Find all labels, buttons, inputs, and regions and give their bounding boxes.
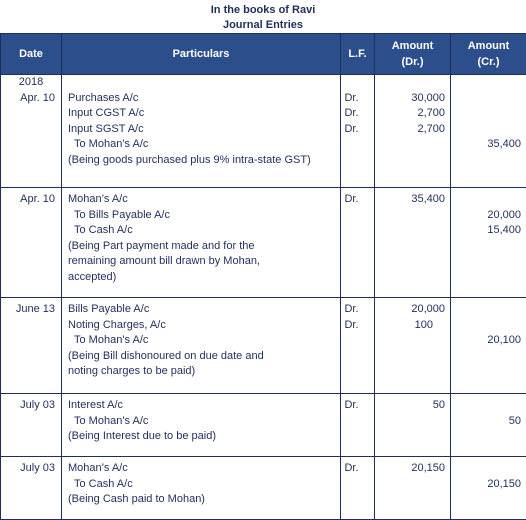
debit-account: Interest A/c [68, 398, 340, 414]
narration: (Being Part payment made and for the remaining amount bill drawn by Mohan, accepted) [68, 239, 340, 286]
lf-dr: Dr. [341, 122, 362, 138]
debit-amount: 20,000 [375, 302, 445, 318]
lf-dr: Dr. [341, 106, 362, 122]
col-amount-dr-l1: Amount [375, 38, 450, 54]
credit-account: To Mohan’s A/c [68, 137, 340, 153]
narration: (Being goods purchased plus 9% intra-state GST) [68, 153, 340, 169]
entry-date [1, 298, 62, 394]
entry-particulars [62, 457, 341, 520]
entry-amount-dr [375, 394, 451, 457]
heading-books-of: In the books of Ravi [0, 3, 526, 18]
credit-account: To Cash A/c [68, 477, 340, 493]
heading-journal-entries: Journal Entries [0, 18, 526, 33]
debit-account: Mohan’s A/c [68, 192, 340, 208]
entry-particulars [62, 394, 341, 457]
entry-amount-dr [375, 457, 451, 520]
entry-amount-cr [451, 188, 526, 298]
entry-date [1, 457, 62, 520]
col-date: Date [1, 34, 62, 75]
entry-date-text: June 13 [1, 302, 55, 318]
debit-account: Purchases A/c [68, 91, 340, 107]
entry-amount-dr [375, 188, 451, 298]
col-amount-cr-l2: (Cr.) [451, 54, 526, 70]
entry-date [1, 188, 62, 298]
entry-lf [341, 75, 375, 188]
entry-date-text: July 03 [1, 461, 55, 477]
entry-amount-cr [451, 457, 526, 520]
entry-year: 2018 [1, 75, 55, 91]
journal-table [0, 33, 526, 520]
col-amount-dr-l2: (Dr.) [375, 54, 450, 70]
table-row [1, 298, 526, 394]
debit-amount: 2,700 [375, 122, 445, 138]
table-row [1, 75, 526, 188]
lf-dr: Dr. [341, 398, 362, 414]
col-amount-cr [451, 34, 526, 75]
col-amount-cr-l1: Amount [451, 38, 526, 54]
entry-amount-dr [375, 75, 451, 188]
narration: (Being Interest due to be paid) [68, 429, 340, 445]
table-row [1, 457, 526, 520]
col-lf: L.F. [341, 34, 375, 75]
credit-account: To Mohan’s A/c [68, 414, 340, 430]
debit-amount: 50 [375, 398, 445, 414]
narration: (Being Cash paid to Mohan) [68, 492, 340, 508]
lf-dr: Dr. [341, 91, 362, 107]
col-particulars: Particulars [62, 34, 341, 75]
col-amount-dr [375, 34, 451, 75]
entry-amount-cr [451, 394, 526, 457]
credit-account: To Mohan’s A/c [68, 333, 340, 349]
entry-date [1, 394, 62, 457]
entry-particulars [62, 188, 341, 298]
debit-account: Input CGST A/c [68, 106, 340, 122]
credit-amount: 35,400 [451, 137, 521, 153]
entry-date-text: Apr. 10 [1, 91, 55, 107]
entry-amount-dr [375, 298, 451, 394]
entry-date [1, 75, 62, 188]
debit-amount: 30,000 [375, 91, 445, 107]
table-row [1, 188, 526, 298]
credit-amount: 50 [451, 414, 521, 430]
credit-account: To Cash A/c [68, 223, 340, 239]
entry-lf [341, 298, 375, 394]
debit-account: Bills Payable A/c [68, 302, 340, 318]
table-row [1, 394, 526, 457]
debit-amount: 2,700 [375, 106, 445, 122]
entry-particulars [62, 298, 341, 394]
entry-lf [341, 188, 375, 298]
entry-particulars [62, 75, 341, 188]
debit-amount: 20,150 [375, 461, 445, 477]
lf-dr: Dr. [341, 318, 362, 334]
lf-dr: Dr. [341, 192, 362, 208]
credit-amount: 20,000 [451, 208, 521, 224]
debit-account: Mohan’s A/c [68, 461, 340, 477]
entry-lf [341, 457, 375, 520]
debit-account: Input SGST A/c [68, 122, 340, 138]
debit-account: Noting Charges, A/c [68, 318, 340, 334]
credit-account: To Bills Payable A/c [68, 208, 340, 224]
credit-amount: 15,400 [451, 223, 521, 239]
table-header-row [1, 34, 526, 75]
lf-dr: Dr. [341, 461, 362, 477]
entry-date-text: July 03 [1, 398, 55, 414]
entry-amount-cr [451, 298, 526, 394]
debit-amount: 100 [375, 318, 445, 334]
entry-date-text: Apr. 10 [1, 192, 55, 208]
debit-amount: 35,400 [375, 192, 445, 208]
entry-amount-cr [451, 75, 526, 188]
entry-lf [341, 394, 375, 457]
credit-amount: 20,150 [451, 477, 521, 493]
lf-dr: Dr. [341, 302, 362, 318]
credit-amount: 20,100 [451, 333, 521, 349]
narration: (Being Bill dishonoured on due date and noting charges to be paid) [68, 349, 340, 380]
